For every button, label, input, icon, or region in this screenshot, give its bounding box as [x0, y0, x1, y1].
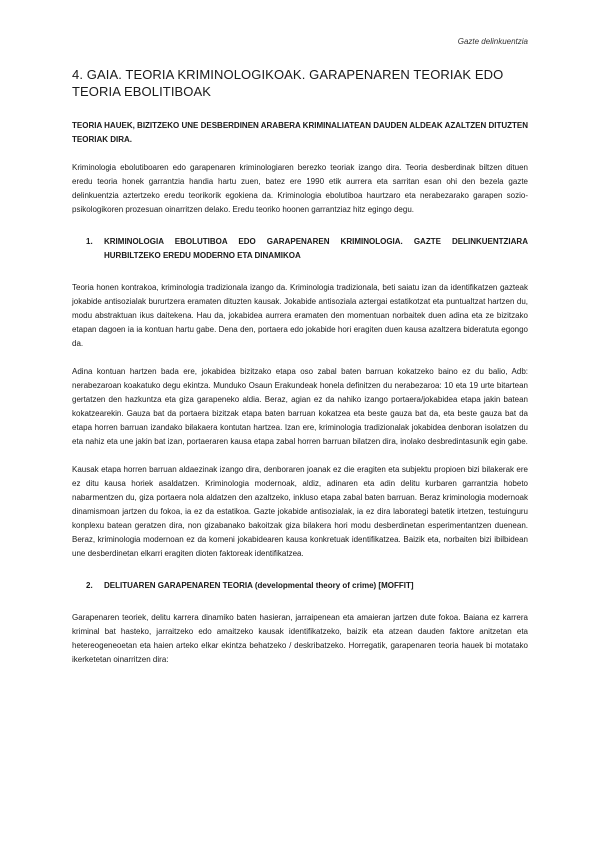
section-number: 2.	[86, 581, 93, 590]
page-subtitle: TEORIA HAUEK, BIZITZEKO UNE DESBERDINEN ARABERA KRIMINALIATEAN DAUDEN ALDEAK AZALTZEN DITUZTEN TEORIAK DIRA.	[72, 121, 528, 144]
section-heading-text	[104, 579, 528, 593]
section-number: 1.	[86, 237, 93, 246]
page-title: 4. GAIA. TEORIA KRIMINOLOGIKOAK. GARAPENAREN TEORIAK EDO TEORIA EBOLITIBOAK	[72, 67, 504, 99]
intro-paragraph: Kriminologia ebolutiboaren edo garapenaren kriminologiaren berezko teoriak izango dira. Teoria desberdinak biltzen dituen eredu teoria honek garrantzia handia hartu zuen, batez ere 1990 etik aurrera eta sarritan esan ohi den bezela gazte delinkuentzia aztertzeko eredu teorikorik egokiena da. Kriminologia ebolutiboa haurtzaro eta nerabezarako garapen sozio-psikologikoren prozesuan oinarritzen delako. Eredu teoriko hoonen garrantziaz hitz egingo degu.	[72, 163, 528, 214]
section-heading-text: KRIMINOLOGIA EBOLUTIBOA EDO GARAPENAREN KRIMINOLOGIA. GAZTE DELINKUENTZIARA HURBILTZEKO EREDU MODERNO ETA DINAMIKOA	[104, 237, 528, 260]
section-2-heading	[72, 579, 528, 593]
section-heading-extra: (developmental theory of crime) [MOFFIT]	[252, 581, 414, 590]
section-1-paragraph: Adina kontuan hartzen bada ere, jokabidea bizitzako etapa oso zabal baten barruan kokatzeko baino ez du balio, Adb: nerabezaroan koakatuko degu ekintza. Munduko Osaun Erakundeak honela definitzen du nerabezaroa: 10 eta 19 urte bitartean gertatzen den hazkuntza eta giza garapeneko aldia. Beraz, agian ez da nahiko izango portaera/jokabidea etapa jakin batean kokatzearekin. Gauza bat da portaera bizitzak etapa baten barruan kokatzea eta beste gauza bat da, eta beste gauza bat da etapa horren barruan izandako bilakaera kontutan hartzea. Izan ere, kriminologia tradizionalak jokabidea denboran isolatzen du eta nahiz eta une jakin bat izan, portaeraren kausa etapa zabal horren barruan bilatzen dira, inolako desbredintasunik egin gabe.	[72, 367, 528, 446]
section-1-paragraph: Teoria honen kontrakoa, kriminologia tradizionala izango da. Kriminologia tradizionala, beti saiatu izan da identifikatzen gazteak jokabide antisozialak bururtzera eramaten dituzten kausak. Jokabide antisoziala aztergai estatikotzat eta puntualtzat hartzen du, modu abstraktuan ikus daitekena. Hau da, jokabidea aurrera eramaten den momentuan norbaitek duen adina eta ze bizitzako etapan dagoen ia ia kontuan hartu gabe. Dena den, portaera edo jokabide hori eragiten duen kausa azaltzera bideratuta egongo da.	[72, 283, 528, 348]
section-1-heading	[72, 235, 528, 263]
document-body	[72, 66, 528, 681]
section-2-paragraph: Garapenaren teoriek, delitu karrera dinamiko baten hasieran, jarraipenean eta amaieran jartzen dute fokoa. Baiana ez karrera kriminal bat hasteko, jarraitzeko edo amaitzeko kausak identifikatzeko, baizik eta atzean dauden faktore anitzetan eta hetereogeneoetan eta haien arteko elkar ekintza behatzeko / deskribatzeko. Horregatik, garapenaren teoria hauek bi motatako ikerketetan oinarritzen dira:	[72, 613, 528, 664]
running-header: Gazte delinkuentzia	[457, 37, 528, 46]
section-1-paragraph: Kausak etapa horren barruan aldaezinak izango dira, denboraren joanak ez die eragiten eta subjektu propioen bizi bilakerak ere ez ditu kausa horiek asaldatzen. Kriminologia modernoak, aldiz, adinaren eta adin delitu kurbaren garrantzia hobeto nabarmentzen du, giza portaera nola aldatzen den azaltzeko, inkluso etapa zabal baten barruan. Beraz kriminologia modernoak dinamismoan jartzen du fokoa, ia ez da estatikoa. Gazte jokabide antisozialak, ia ez dira laborategi batetik irtetzen, testuinguru konplexu batean geratzen dira, non gizabanako bakoitzak giza bilakera hori modu desberdinetan esperimentantzen duenean. Beraz, kriminologia modernoan ez da komeni jokabidearen kausa konkretuak identifikatzea. Baizik eta, norbaiten bizi ibilbidean une desberdinetan elkarri eragiten dioten faktoreak identifikatzea.	[72, 465, 528, 558]
section-heading-main: DELITUAREN GARAPENAREN TEORIA	[104, 581, 253, 590]
